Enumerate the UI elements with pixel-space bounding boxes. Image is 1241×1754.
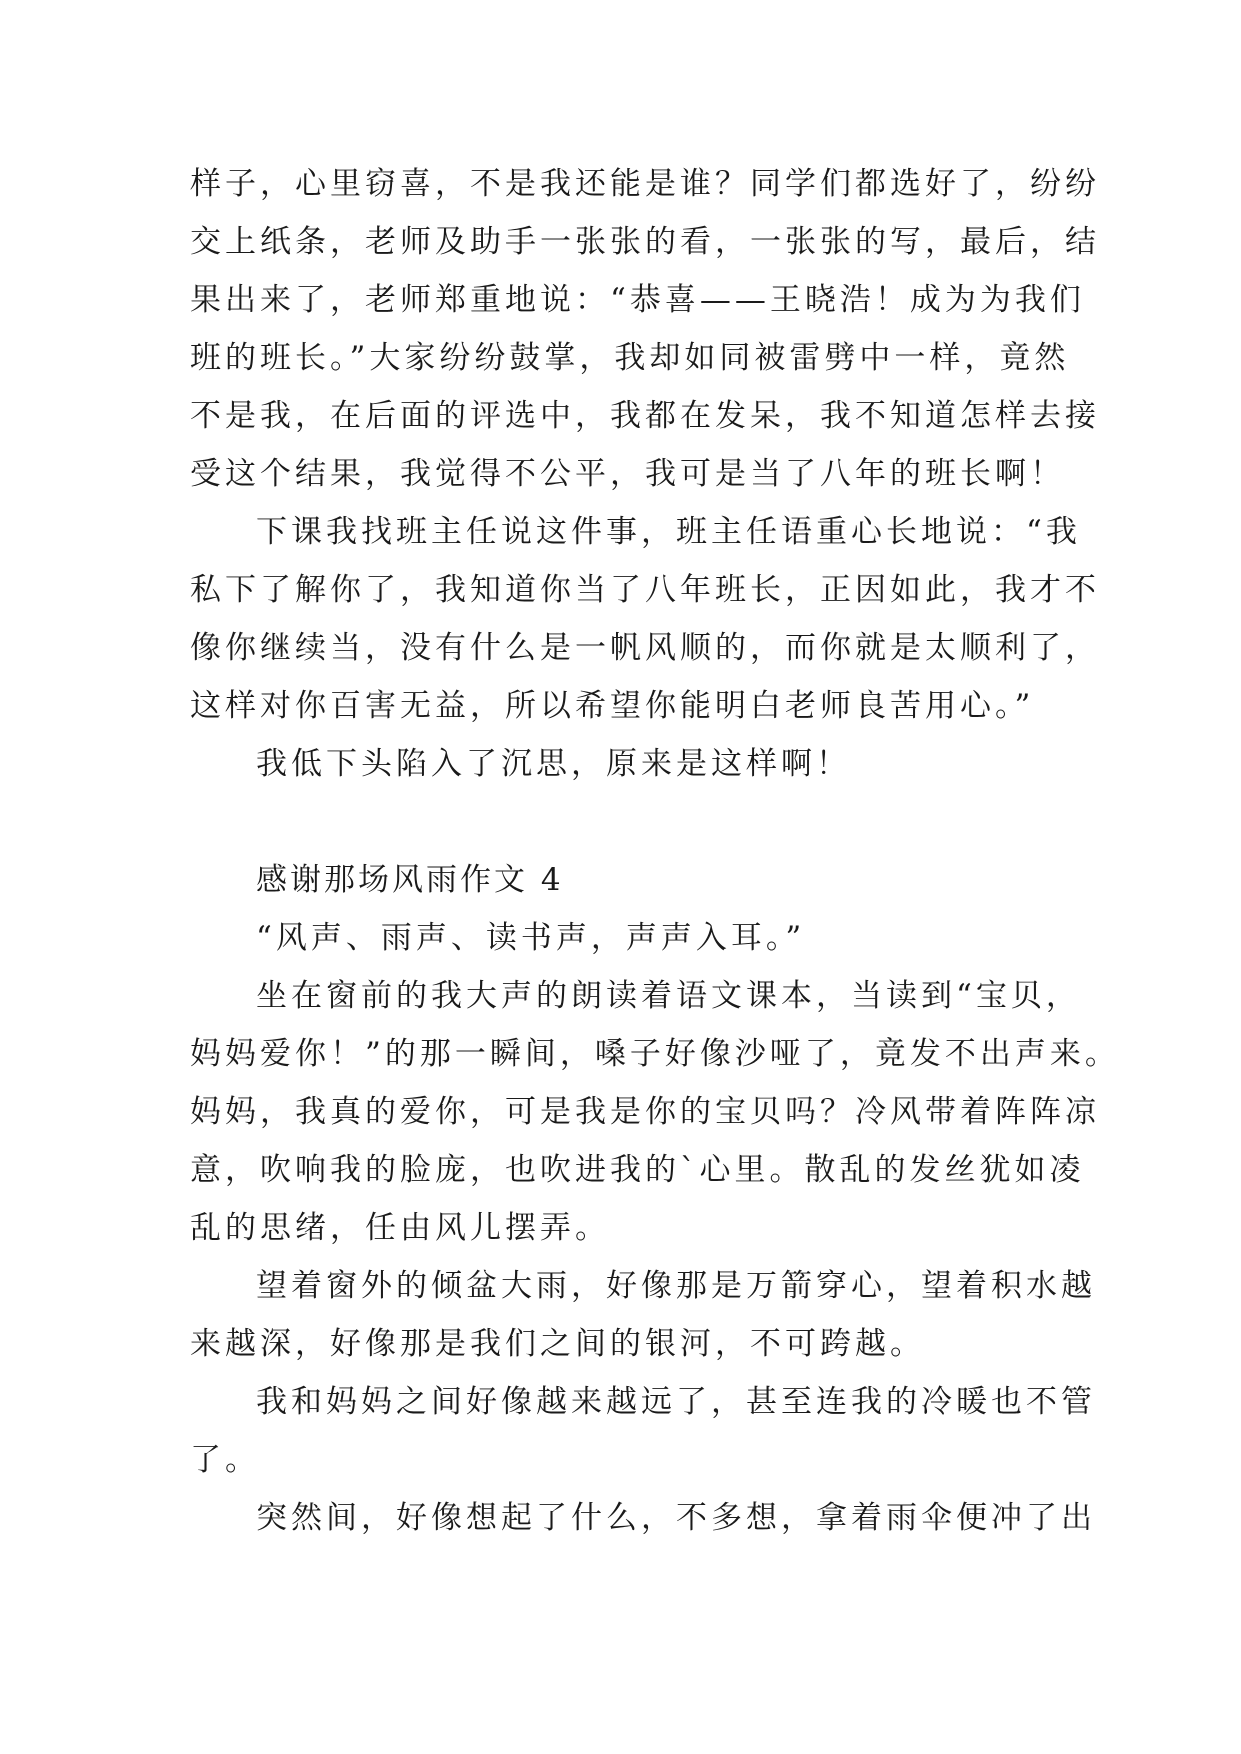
- text-line: 交上纸条，老师及助手一张张的看，一张张的写，最后，结: [190, 224, 1100, 260]
- text-line: 坐在窗前的我大声的朗读着语文课本，当读到“宝贝，: [256, 978, 1081, 1014]
- text-line: 妈妈，我真的爱你，可是我是你的宝贝吗？冷风带着阵阵凉: [190, 1094, 1100, 1130]
- paragraph-2: [190, 503, 1100, 735]
- paragraph-7: [190, 1373, 1096, 1489]
- paragraph-1: [190, 155, 1100, 503]
- paragraph-4: [190, 909, 1070, 967]
- paragraph-6: [190, 1257, 1096, 1373]
- text-line: 意，吹响我的脸庞，也吹进我的`心里。散乱的发丝犹如凌: [190, 1152, 1085, 1188]
- text-line: 不是我，在后面的评选中，我都在发呆，我不知道怎样去接: [190, 398, 1100, 434]
- essay-body: [190, 155, 1120, 1547]
- text-line: 班的班长。”大家纷纷鼓掌，我却如同被雷劈中一样，竟然: [190, 340, 1070, 376]
- text-line: 像你继续当，没有什么是一帆风顺的，而你就是太顺利了，: [190, 630, 1100, 666]
- text-line: 望着窗外的倾盆大雨，好像那是万箭穿心，望着积水越: [256, 1268, 1096, 1304]
- text-line: 乱的思绪，任由风儿摆弄。: [190, 1210, 610, 1246]
- text-line: 妈妈爱你！”的那一瞬间，嗓子好像沙哑了，竟发不出声来。: [190, 1036, 1120, 1072]
- text-line: 这样对你百害无益，所以希望你能明白老师良苦用心。”: [190, 688, 1035, 724]
- paragraph-5: [190, 967, 1120, 1257]
- section-heading: [190, 851, 1070, 909]
- text-line: 果出来了，老师郑重地说：“恭喜——王晓浩！成为为我们: [190, 282, 1085, 318]
- text-line: 突然间，好像想起了什么，不多想，拿着雨伞便冲了出: [256, 1500, 1096, 1536]
- text-line: 我和妈妈之间好像越来越远了，甚至连我的冷暖也不管: [256, 1384, 1096, 1420]
- text-line: 受这个结果，我觉得不公平，我可是当了八年的班长啊！: [190, 456, 1065, 492]
- text-line: 了。: [190, 1442, 260, 1478]
- paragraph-8: [190, 1489, 1096, 1547]
- text-line: 私下了解你了，我知道你当了八年班长，正因如此，我才不: [190, 572, 1100, 608]
- text-line: 下课我找班主任说这件事，班主任语重心长地说：“我: [256, 514, 1081, 550]
- paragraph-3: [190, 735, 1070, 793]
- text-line: 来越深，好像那是我们之间的银河，不可跨越。: [190, 1326, 925, 1362]
- section-title: 感谢那场风雨作文 4: [256, 862, 564, 898]
- text-line: 样子，心里窃喜，不是我还能是谁？同学们都选好了，纷纷: [190, 166, 1100, 202]
- text-line: “风声、雨声、读书声，声声入耳。”: [256, 920, 806, 956]
- text-line: 我低下头陷入了沉思，原来是这样啊！: [256, 746, 851, 782]
- section-gap: [190, 793, 1070, 851]
